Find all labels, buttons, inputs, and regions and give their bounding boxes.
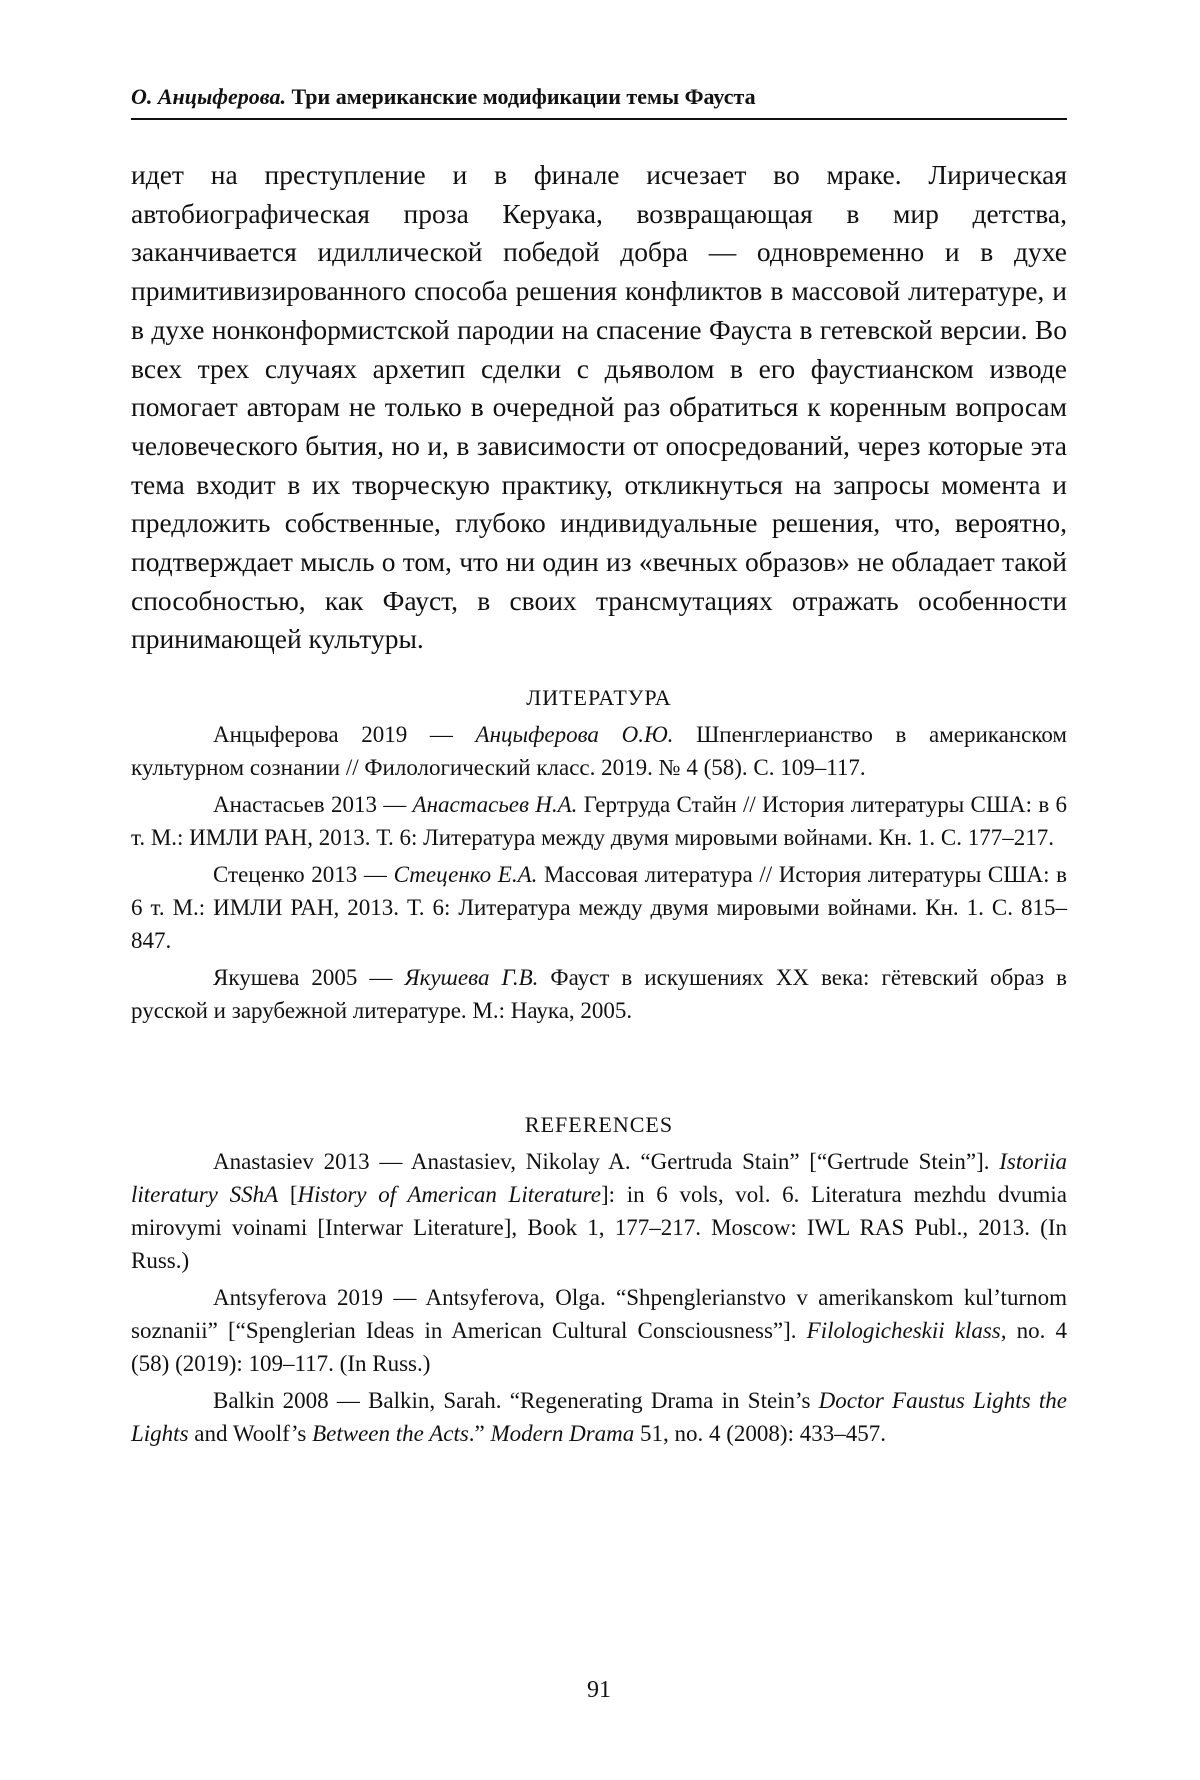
ref-author: Якушева Г.В. (404, 965, 539, 990)
references-list (131, 1145, 1067, 1450)
reference-item (131, 1384, 1067, 1450)
literatura-list (131, 718, 1067, 1027)
references-heading: REFERENCES (524, 1112, 674, 1137)
ref-italic: Istoriia literatury SShA (131, 1149, 1067, 1207)
body-text (131, 156, 1067, 659)
ref-text: no. 4 (58) (2019): 109–117. (In Russ.) (131, 1318, 1067, 1376)
literatura-item (131, 858, 1067, 957)
body-paragraph: идет на преступление и в финале исчезает во мраке. Лирическая автобиографическая проза Керуака, возвращающая в мир детства, заканчивается идиллической победой добра — одновременно и в духе примитивизированного способа решения конфликтов в массовой литературе, и в духе нонконформистской пародии на спасение Фауста в гетевской версии. Во всех трех случаях архетип сделки с дьяволом в его фаустианском изводе помогает авторам не только в очередной раз обратиться к коренным вопросам человеческого бытия, но и, в зависимости от опосредований, через которые эта тема входит в их творческую практику, откликнуться на запросы момента и предложить собственные, глубоко индивидуальные решения, что, вероятно, подтверждает мысль о том, что ни один из «вечных образов» не обладает такой способностью, как Фауст, в своих трансмутациях отражать особенности принимающей культуры. (131, 159, 1067, 655)
ref-author: Анцыферова О.Ю. (475, 722, 674, 747)
ref-lead: Анастасьев 2013 — (213, 792, 413, 817)
ref-text: 51, no. 4 (2008): 433–457. (634, 1421, 886, 1446)
ref-text: Balkin 2008 — Balkin, Sarah. “Regenerating Drama in Stein’s (213, 1388, 819, 1413)
header-author: О. Анцыферова. (131, 84, 286, 109)
literatura-item (131, 718, 1067, 784)
ref-lead: Стеценко 2013 — (213, 862, 394, 887)
ref-author: Анастасьев Н.А. (412, 792, 578, 817)
ref-rest: Шпенглерианство в американском культурном сознании // Филологический класс. 2019. № 4 (58). С. 109–117. (131, 722, 1067, 780)
ref-italic: Modern Drama (490, 1421, 635, 1446)
ref-text: ]: in 6 vols, vol. 6. Literatura mezhdu dvumia mirovymi voinami [Interwar Literature], Book 1, 177–217. Moscow: IWL RAS Publ., 2013. (In Russ.) (131, 1182, 1067, 1273)
ref-rest: Гертруда Стайн // История литературы США: в 6 т. М.: ИМЛИ РАН, 2013. Т. 6: Литература между двумя мировыми войнами. Кн. 1. С. 177–217. (131, 792, 1067, 850)
ref-text: [ (278, 1182, 298, 1207)
reference-item (131, 1145, 1067, 1277)
ref-text: Antsyferova 2019 — Antsyferova, Olga. “Shpenglerianstvo v amerikanskom kul’turnom soznanii” [“Spenglerian Ideas in American Cultural Consciousness”]. (131, 1285, 1067, 1343)
page-number: 91 (587, 1677, 611, 1703)
ref-rest: Фауст в искушениях XX века: гётевский образ в русской и зарубежной литературе. М.: Наука, 2005. (131, 965, 1068, 1023)
header-title: Три американские модификации темы Фауста (291, 84, 756, 109)
ref-author: Стеценко Е.А. (393, 862, 538, 887)
literatura-heading: ЛИТЕРАТУРА (526, 685, 672, 710)
ref-italic: History of American Literature (297, 1182, 601, 1207)
literatura-item (131, 961, 1067, 1027)
ref-text: Anastasiev 2013 — Anastasiev, Nikolay A. “Gertruda Stain” [“Gertrude Stein”]. (213, 1149, 1000, 1174)
ref-italic: Doctor Faustus Lights the Lights (131, 1388, 1067, 1446)
ref-text: and Woolf’s (188, 1421, 313, 1446)
ref-lead: Анцыферова 2019 — (213, 722, 476, 747)
ref-rest: Массовая литература // История литературы США: в 6 т. М.: ИМЛИ РАН, 2013. Т. 6: Литература между двумя мировыми войнами. Кн. 1. С. 815–847. (131, 862, 1067, 953)
ref-italic: Filologicheskii klass, (806, 1318, 1007, 1343)
running-header (131, 82, 1067, 120)
ref-italic: Between the Acts (312, 1421, 469, 1446)
reference-item (131, 1281, 1067, 1380)
ref-text: .” (468, 1421, 491, 1446)
literatura-item (131, 788, 1067, 854)
ref-lead: Якушева 2005 — (213, 965, 405, 990)
